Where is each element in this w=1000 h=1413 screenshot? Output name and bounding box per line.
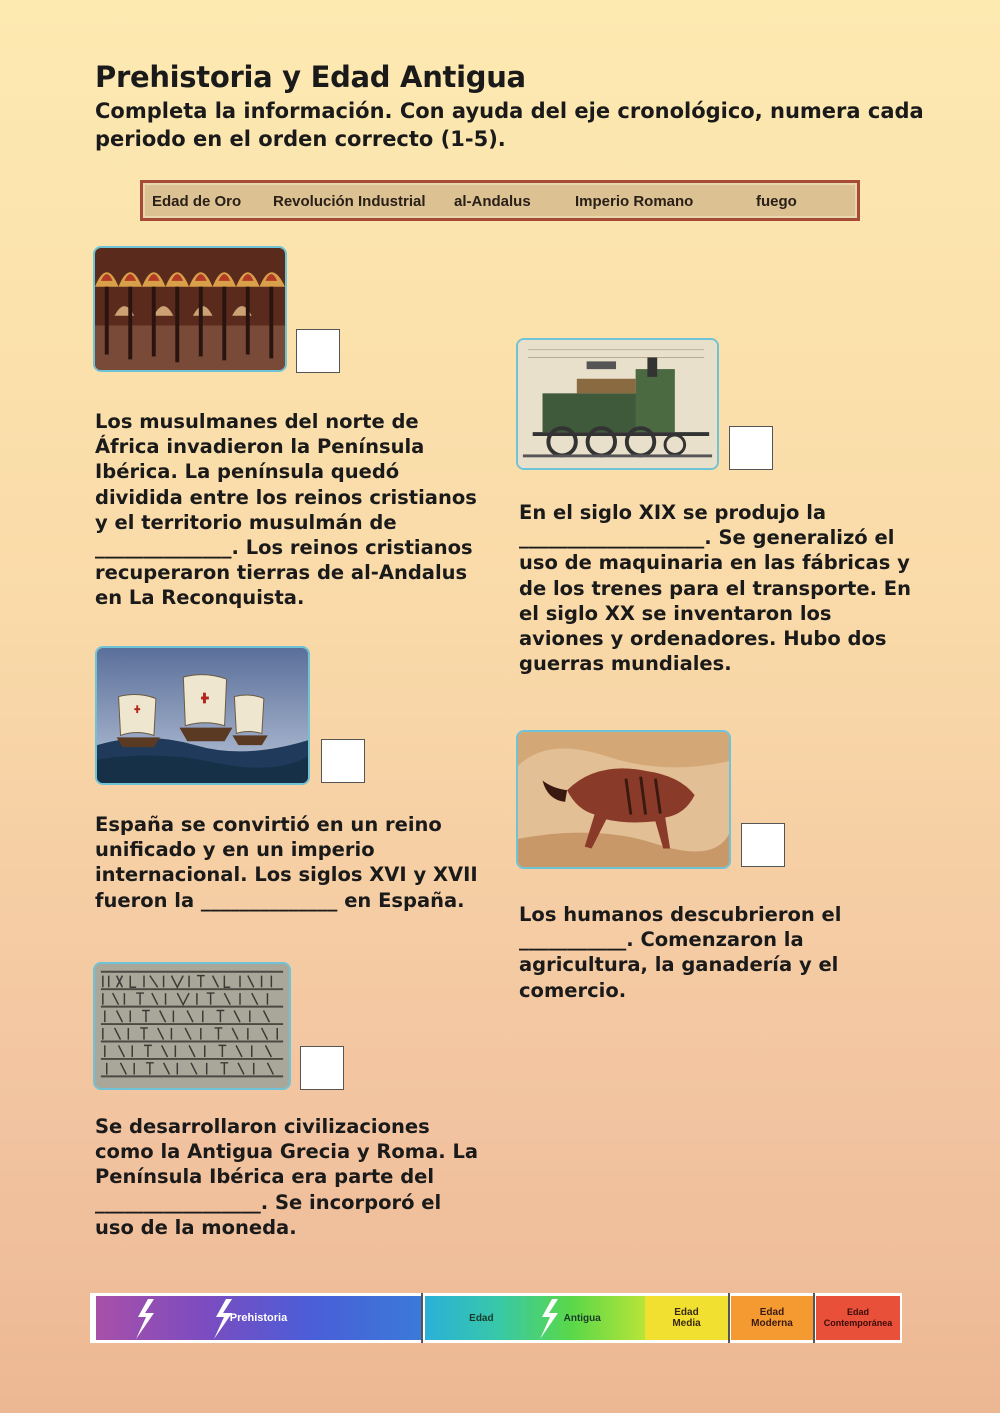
- lightning-icon: [130, 1299, 160, 1339]
- timeline-edad-moderna: [731, 1296, 813, 1340]
- lightning-icon: [534, 1299, 564, 1339]
- timeline: [90, 1293, 902, 1343]
- inscription-image: [93, 962, 291, 1090]
- word-bank-item[interactable]: Revolución Industrial: [273, 193, 426, 210]
- answer-box-edad-oro[interactable]: [321, 739, 365, 783]
- timeline-divider: [421, 1293, 423, 1343]
- timeline-divider: [728, 1293, 730, 1343]
- timeline-edad-media: [645, 1296, 728, 1340]
- answer-box-al-andalus[interactable]: [296, 329, 340, 373]
- cave-painting-image: [516, 730, 731, 869]
- caravels-image: [95, 646, 310, 785]
- word-bank-item[interactable]: Imperio Romano: [575, 193, 694, 210]
- answer-box-romano[interactable]: [300, 1046, 344, 1090]
- page-title: Prehistoria y Edad Antigua: [95, 60, 526, 94]
- text-industrial: En el siglo XIX se produjo la ___________________. Se generalizó el uso de maquinaria en las fábricas y de los trenes para el transporte. En el siglo XX se inventaron los aviones y ordenadores. Hubo dos guerras mundiales.: [519, 501, 911, 676]
- text-romano: Se desarrollaron civilizaciones como la Antigua Grecia y Roma. La Península Ibérica era parte del _________________. Se incorporó el uso de la moneda.: [95, 1115, 479, 1239]
- timeline-label: Edad: [469, 1312, 494, 1324]
- timeline-label: Edad Moderna: [751, 1307, 793, 1329]
- word-bank-item[interactable]: Edad de Oro: [152, 193, 242, 210]
- text-prehistoria: Los humanos descubrieron el ___________. Comenzaron la agricultura, la ganadería y el comercio.: [519, 903, 842, 1002]
- mezquita-image: [93, 246, 287, 372]
- answer-box-industrial[interactable]: [729, 426, 773, 470]
- timeline-label: Antigua: [563, 1312, 601, 1324]
- text-al-andalus: Los musulmanes del norte de África invadieron la Península Ibérica. La península quedó dividida entre los reinos cristianos y el territorio musulmán de ______________. Los reinos cristianos recuperaron tierras de al-Andalus en La Reconquista.: [95, 410, 477, 610]
- timeline-label: Prehistoria: [229, 1311, 288, 1324]
- word-bank: [140, 180, 860, 221]
- timeline-edad-contemporanea: [816, 1296, 900, 1340]
- timeline-label: Edad Contemporánea: [823, 1307, 893, 1328]
- text-edad-oro: España se convirtió en un reino unificado y en un imperio internacional. Los siglos XVI y XVII fueron la ______________ en España.: [95, 813, 478, 912]
- word-bank-item[interactable]: fuego: [756, 193, 797, 210]
- instructions: Completa la información. Con ayuda del eje cronológico, numera cada periodo en el orden correcto (1-5).: [95, 99, 924, 151]
- locomotive-image: [516, 338, 719, 470]
- lightning-icon: [208, 1299, 238, 1339]
- answer-box-prehistoria[interactable]: [741, 823, 785, 867]
- timeline-divider: [813, 1293, 815, 1343]
- word-bank-item[interactable]: al-Andalus: [454, 193, 531, 210]
- timeline-label: Edad Media: [672, 1307, 701, 1329]
